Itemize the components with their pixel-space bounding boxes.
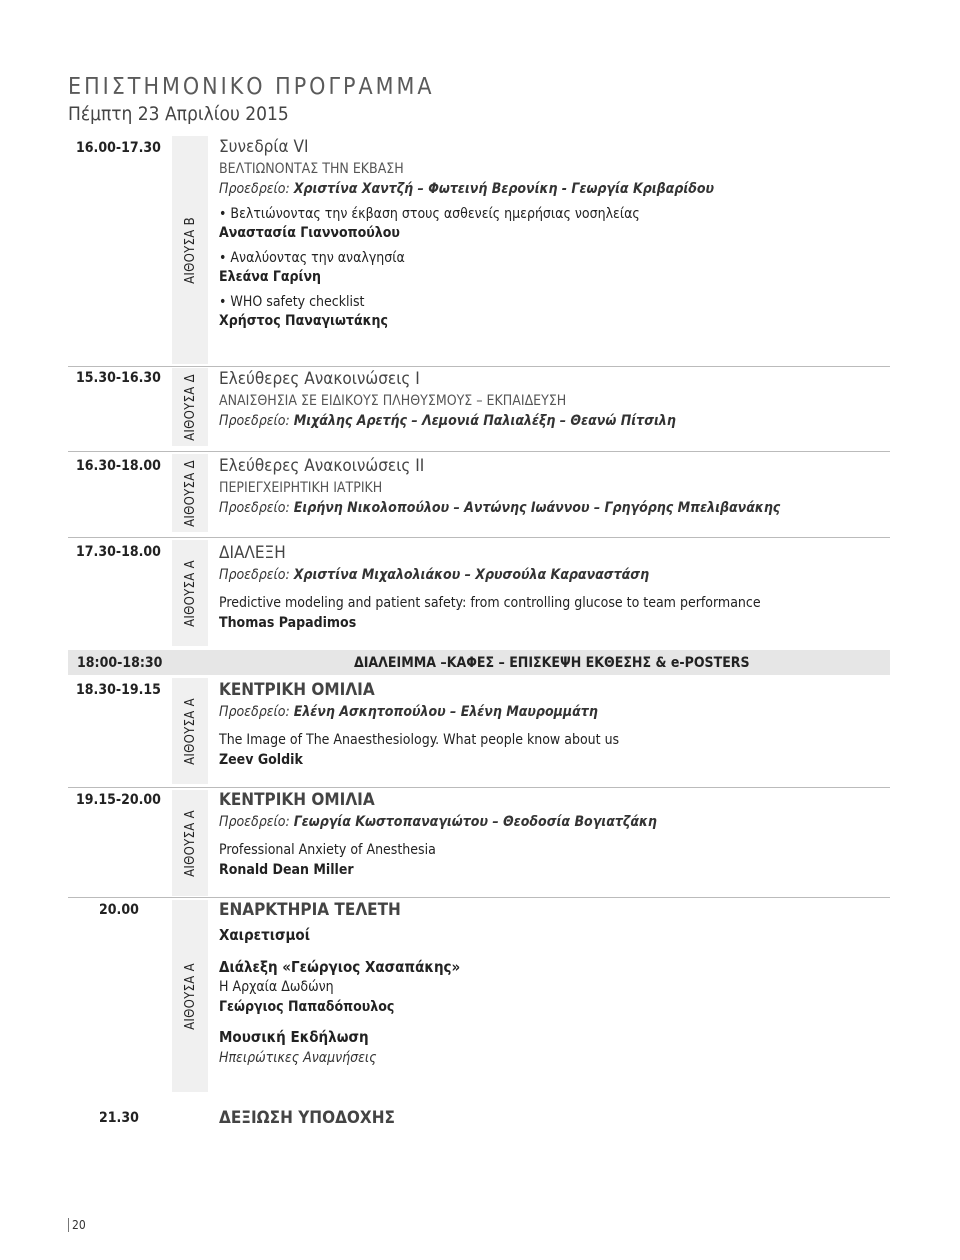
session-title: ΔΙΑΛΕΞΗ (219, 543, 286, 563)
talk-speaker: Ελεάνα Γαρίνη (219, 269, 322, 285)
session-subtitle: ΠΕΡΙΕΓΧΕΙΡΗΤΙΚΗ ΙΑΤΡΙΚΗ (219, 480, 383, 496)
session-chair: Προεδρείο: Ελένη Ασκητοπούλου – Ελένη Μαυρομμάτη (219, 704, 598, 720)
talk-title: The Image of The Anaesthesiology. What people know about us (219, 732, 620, 748)
session-7 (219, 900, 889, 1066)
talk-speaker: Ronald Dean Miller (219, 862, 354, 878)
session-title: ΚΕΝΤΡΙΚΗ ΟΜΙΛΙΑ (219, 790, 375, 810)
separator (68, 787, 890, 788)
talk-speaker: Thomas Papadimos (219, 615, 357, 631)
session-4-room: ΑΙΘΟΥΣΑ Α (182, 559, 198, 627)
session-7-room: ΑΙΘΟΥΣΑ Α (182, 962, 198, 1030)
session-8-time: 21.30 (99, 1110, 139, 1126)
talk-title: • Αναλύοντας την αναλγησία (219, 250, 405, 266)
lecture-topic: Η Αρχαία Δωδώνη (219, 979, 334, 995)
break-time: 18:00-18:30 (77, 654, 163, 671)
session-title: ΕΝΑΡΚΤΗΡΙΑ ΤΕΛΕΤΗ (219, 900, 401, 920)
page-number: 20 (68, 1218, 86, 1232)
session-6 (219, 790, 889, 878)
session-3-time: 16.30-18.00 (76, 458, 161, 474)
session-1-time: 16.00-17.30 (76, 140, 161, 156)
coffee-break-bar (68, 650, 890, 675)
session-3-room: ΑΙΘΟΥΣΑ Δ (182, 459, 198, 527)
session-title: Ελεύθερες Ανακοινώσεις Ι (219, 369, 420, 389)
separator (68, 897, 890, 898)
music-event: Μουσική Εκδήλωση (219, 1028, 369, 1046)
session-4-time: 17.30-18.00 (76, 544, 161, 560)
talk-title: Predictive modeling and patient safety: from controlling glucose to team performance (219, 595, 761, 611)
music-subtitle: Ηπειρώτικες Αναμνήσεις (219, 1050, 377, 1066)
talk-speaker: Αναστασία Γιαννοπούλου (219, 225, 400, 241)
separator (68, 366, 890, 367)
session-2-time: 15.30-16.30 (76, 370, 161, 386)
talk-speaker: Χρήστος Παναγιωτάκης (219, 313, 388, 329)
session-6-room: ΑΙΘΟΥΣΑ Α (182, 809, 198, 877)
session-5 (219, 680, 889, 768)
session-5-time: 18.30-19.15 (76, 682, 161, 698)
session-title: ΔΕΞΙΩΣΗ ΥΠΟΔΟΧΗΣ (219, 1108, 395, 1128)
session-4 (219, 543, 889, 631)
session-chair: Προεδρείο: Χριστίνα Χαντζή – Φωτεινή Βερονίκη - Γεωργία Κριβαρίδου (219, 181, 715, 197)
session-2 (219, 369, 889, 429)
session-subtitle: ΑΝΑΙΣΘΗΣΙΑ ΣΕ ΕΙΔΙΚΟΥΣ ΠΛΗΘΥΣΜΟΥΣ – ΕΚΠΑΙΔΕΥΣΗ (219, 393, 567, 409)
separator (68, 537, 890, 538)
page-title: ΕΠΙΣΤΗΜΟΝΙΚΟ ΠΡΟΓΡΑΜΜΑ (68, 74, 435, 100)
session-1-room: ΑΙΘΟΥΣΑ Β (182, 216, 198, 284)
talk-title: • Βελτιώνοντας την έκβαση στους ασθενείς ημερήσιας νοσηλείας (219, 206, 640, 222)
lecture-title: Διάλεξη «Γεώργιος Χασαπάκης» (219, 958, 461, 976)
separator (68, 451, 890, 452)
session-7-time: 20.00 (99, 902, 139, 918)
session-chair: Προεδρείο: Ειρήνη Νικολοπούλου – Αντώνης Ιωάννου – Γρηγόρης Μπελιβανάκης (219, 500, 781, 516)
session-chair: Προεδρείο: Χριστίνα Μιχαλολιάκου – Χρυσούλα Καραναστάση (219, 567, 650, 583)
talk-speaker: Zeev Goldik (219, 752, 303, 768)
session-chair: Προεδρείο: Μιχάλης Αρετής – Λεμονιά Παλιαλέξη – Θεανώ Πίτσιλη (219, 413, 676, 429)
greetings: Χαιρετισμοί (219, 926, 310, 944)
session-title: Συνεδρία VI (219, 137, 309, 157)
session-8 (219, 1108, 889, 1128)
session-3 (219, 456, 889, 516)
session-title: ΚΕΝΤΡΙΚΗ ΟΜΙΛΙΑ (219, 680, 375, 700)
session-1 (219, 137, 889, 329)
session-6-time: 19.15-20.00 (76, 792, 161, 808)
session-2-room: ΑΙΘΟΥΣΑ Δ (182, 373, 198, 441)
lecture-speaker: Γεώργιος Παπαδόπουλος (219, 999, 395, 1015)
talk-title: Professional Anxiety of Anesthesia (219, 842, 436, 858)
page-date: Πέμπτη 23 Απριλίου 2015 (68, 103, 289, 125)
talk-title: • WHO safety checklist (219, 294, 365, 310)
session-5-room: ΑΙΘΟΥΣΑ Α (182, 697, 198, 765)
break-text: ΔΙΑΛΕΙΜΜΑ –ΚΑΦΕΣ – ΕΠΙΣΚΕΨΗ ΕΚΘΕΣΗΣ & e-POSTERS (354, 654, 750, 671)
session-title: Ελεύθερες Ανακοινώσεις ΙΙ (219, 456, 425, 476)
session-subtitle: ΒΕΛΤΙΩΝΟΝΤΑΣ ΤΗΝ ΕΚΒΑΣΗ (219, 161, 404, 177)
session-chair: Προεδρείο: Γεωργία Κωστοπαναγιώτου – Θεοδοσία Βογιατζάκη (219, 814, 657, 830)
